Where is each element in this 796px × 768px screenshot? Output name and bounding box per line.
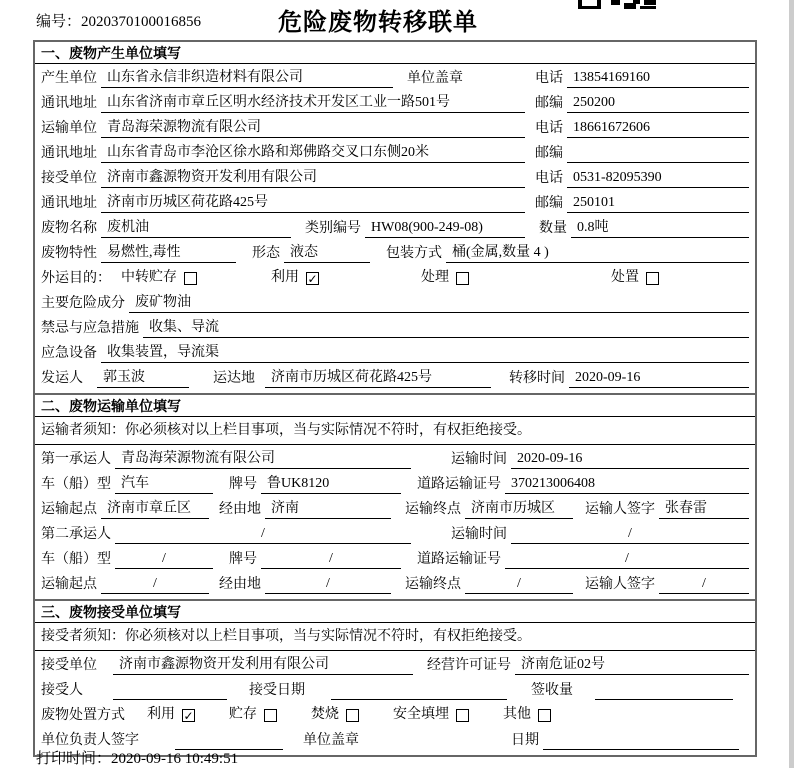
receiver-zip-value: 250101: [567, 193, 749, 213]
form-state-label: 形态: [252, 246, 280, 261]
carrier-sign-label: 运输人签字: [585, 577, 655, 592]
purpose-option-transfer-storage: 中转贮存: [121, 269, 271, 290]
receiving-person-label: 接受人: [41, 683, 83, 698]
receiver-value: 济南市鑫源物资开发利用有限公司: [101, 168, 525, 188]
carrier-sign-label: 运输人签字: [585, 502, 655, 517]
zip-label: 邮编: [535, 146, 563, 161]
waste-character-label: 废物特性: [41, 246, 97, 261]
emergency-equipment-value: 收集装置，导流渠: [101, 343, 749, 363]
destination-label: 运达地: [213, 371, 255, 386]
via-label: 经由地: [219, 577, 261, 592]
first-plate-value: 鲁UK8120: [261, 474, 401, 494]
transport-time-label: 运输时间: [451, 452, 507, 467]
received-amount-value: [595, 680, 733, 700]
receiving-unit-label: 接受单位: [41, 658, 97, 673]
transporter-phone-value: 18661672606: [567, 118, 749, 138]
second-transport-time-value: /: [511, 524, 749, 544]
row-transporter: [41, 115, 749, 140]
waste-character-value: 易燃性,毒性: [101, 243, 236, 263]
emergency-measures-label: 禁忌与应急措施: [41, 321, 139, 336]
disposal-option-storage: 贮存: [229, 706, 277, 727]
checkbox-transfer-storage: [184, 272, 197, 285]
row-receiver: [41, 165, 749, 190]
first-via-value: 济南: [265, 499, 391, 519]
section-transport: [33, 393, 757, 601]
transfer-time-value: 2020-09-16: [569, 368, 749, 388]
main-hazard-value: 废矿物油: [129, 293, 749, 313]
row-main-hazard: [41, 290, 749, 315]
permit-label: 经营许可证号: [427, 658, 511, 673]
section-transport-title: 二、废物运输单位填写: [35, 395, 755, 417]
row-receiver-address: [41, 190, 749, 215]
producer-phone-value: 13854169160: [567, 68, 749, 88]
second-road-license-value: /: [505, 549, 749, 569]
disposal-method-label: 废物处置方式: [41, 708, 125, 723]
row-disposal-method: [41, 702, 749, 727]
row-receiving-unit: [41, 652, 749, 677]
emergency-equipment-label: 应急设备: [41, 346, 97, 361]
purpose-label: 外运目的：: [41, 271, 111, 286]
destination-value: 济南市历城区荷花路425号: [265, 368, 491, 388]
checkbox-disposal-incinerate: [346, 709, 359, 722]
purpose-option-dispose: 处置: [611, 269, 659, 290]
via-label: 经由地: [219, 502, 261, 517]
disposal-option-utilize: 利用 ✓: [147, 707, 194, 723]
origin-label: 运输起点: [41, 502, 97, 517]
first-road-license-value: 370213006408: [505, 474, 749, 494]
second-plate-value: /: [261, 549, 401, 569]
transporter-zip-value: [567, 143, 749, 163]
seal-date-value: [543, 730, 739, 750]
end-label: 运输终点: [405, 577, 461, 592]
row-receiving-person: [41, 677, 749, 702]
unit-seal-label: 单位盖章: [407, 71, 463, 86]
print-time-label: 打印时间：: [36, 751, 112, 767]
second-carrier-label: 第二承运人: [41, 527, 111, 542]
checkbox-disposal-storage: [264, 709, 277, 722]
row-second-vehicle: [41, 546, 749, 571]
checkbox-disposal-other: [538, 709, 551, 722]
page-title: 危险废物转移联单: [278, 9, 478, 36]
transport-time-label: 运输时间: [451, 527, 507, 542]
disposal-option-landfill: 安全填埋: [393, 706, 469, 727]
scrollbar[interactable]: [789, 0, 794, 768]
end-label: 运输终点: [405, 502, 461, 517]
waste-name-label: 废物名称: [41, 221, 97, 236]
transport-notice: 运输者须知：你必须核对以上栏目事项，当与实际情况不符时，有权拒绝接受。: [35, 417, 755, 445]
transporter-label: 运输单位: [41, 121, 97, 136]
second-carrier-sign-value: /: [659, 574, 749, 594]
receiver-label: 接受单位: [41, 171, 97, 186]
checkbox-utilize: ✓: [307, 271, 318, 286]
row-first-route: [41, 496, 749, 521]
transporter-address-value: 山东省青岛市李沧区徐水路和郑佛路交叉口东侧20米: [101, 143, 525, 163]
origin-label: 运输起点: [41, 577, 97, 592]
document-number-label: 编号：: [36, 14, 82, 30]
received-amount-label: 签收量: [531, 683, 573, 698]
main-hazard-label: 主要危险成分: [41, 296, 125, 311]
packing-label: 包装方式: [386, 246, 442, 261]
shipper-value: 郭玉波: [97, 368, 189, 388]
checkbox-disposal-utilize: ✓: [183, 708, 194, 723]
plate-label: 牌号: [229, 477, 257, 492]
disposal-option-incinerate: 焚烧: [311, 706, 359, 727]
transporter-value: 青岛海荣源物流有限公司: [101, 118, 525, 138]
purpose-option-treat: 处理: [421, 269, 611, 290]
road-license-label: 道路运输证号: [417, 552, 501, 567]
row-second-route: [41, 571, 749, 596]
emergency-measures-value: 收集、导流: [143, 318, 749, 338]
row-producer-address: [41, 90, 749, 115]
row-first-vehicle: [41, 471, 749, 496]
permit-value: 济南危证02号: [515, 655, 749, 675]
receiving-unit-value: 济南市鑫源物资开发利用有限公司: [113, 655, 413, 675]
form-state-value: 液态: [284, 243, 370, 263]
vehicle-type-label: 车（船）型: [41, 552, 111, 567]
row-transporter-address: [41, 140, 749, 165]
row-shipper: [41, 365, 749, 390]
category-label: 类别编号: [305, 221, 361, 236]
quantity-value: 0.8吨: [571, 218, 749, 238]
phone-label: 电话: [535, 71, 563, 86]
checkbox-dispose: [646, 272, 659, 285]
purpose-option-utilize: 利用 ✓: [271, 270, 318, 286]
producer-address-value: 山东省济南市章丘区明水经济技术开发区工业一路501号: [101, 93, 525, 113]
qr-code-partial-icon: [578, 0, 656, 9]
row-emergency-measures: [41, 315, 749, 340]
row-purpose: [41, 265, 749, 290]
vehicle-type-label: 车（船）型: [41, 477, 111, 492]
receive-date-label: 接受日期: [249, 683, 305, 698]
road-license-label: 道路运输证号: [417, 477, 501, 492]
shipper-label: 发运人: [41, 371, 83, 386]
page-header: [0, 0, 796, 38]
section-producer: [33, 40, 757, 395]
second-origin-value: /: [101, 574, 209, 594]
category-value: HW08(900-249-08): [365, 218, 525, 238]
producer-zip-value: 250200: [567, 93, 749, 113]
first-transport-time-value: 2020-09-16: [511, 449, 749, 469]
checkbox-disposal-landfill: [456, 709, 469, 722]
address-label: 通讯地址: [41, 96, 97, 111]
disposal-option-other: 其他: [503, 706, 551, 727]
section-producer-title: 一、废物产生单位填写: [35, 42, 755, 64]
row-second-carrier: [41, 521, 749, 546]
checkbox-treat: [456, 272, 469, 285]
waste-name-value: 废机油: [101, 218, 291, 238]
second-via-value: /: [265, 574, 391, 594]
receiving-person-value: [113, 680, 227, 700]
producer-value: 山东省永信非织造材料有限公司: [101, 68, 393, 88]
producer-label: 产生单位: [41, 71, 97, 86]
phone-label: 电话: [535, 121, 563, 136]
first-vehicle-type-value: 汽车: [115, 474, 213, 494]
zip-label: 邮编: [535, 196, 563, 211]
plate-label: 牌号: [229, 552, 257, 567]
packing-value: 桶(金属,数量 4 ): [446, 243, 749, 263]
receiver-notice: 接受者须知：你必须核对以上栏目事项，当与实际情况不符时，有权拒绝接受。: [35, 623, 755, 651]
row-producer: [41, 65, 749, 90]
receive-date-value: [331, 680, 507, 700]
phone-label: 电话: [535, 171, 563, 186]
date-label: 日期: [511, 733, 539, 748]
row-waste-name: [41, 215, 749, 240]
row-waste-character: [41, 240, 749, 265]
first-origin-value: 济南市章丘区: [101, 499, 209, 519]
responsible-sign-label: 单位负责人签字: [41, 733, 139, 748]
address-label: 通讯地址: [41, 196, 97, 211]
document-number-value: 2020370100016856: [81, 14, 202, 30]
print-time-value: 2020-09-16 10:49:51: [111, 751, 239, 767]
address-label: 通讯地址: [41, 146, 97, 161]
receiver-phone-value: 0531-82095390: [567, 168, 749, 188]
zip-label: 邮编: [535, 96, 563, 111]
first-carrier-label: 第一承运人: [41, 452, 111, 467]
print-time: [36, 747, 238, 768]
quantity-label: 数量: [539, 221, 567, 236]
first-carrier-sign-value: 张春雷: [659, 499, 749, 519]
section-receiver-title: 三、废物接受单位填写: [35, 601, 755, 623]
first-carrier-value: 青岛海荣源物流有限公司: [115, 449, 411, 469]
receiver-address-value: 济南市历城区荷花路425号: [101, 193, 525, 213]
second-end-value: /: [465, 574, 573, 594]
section-receiver: [33, 599, 757, 757]
first-end-value: 济南市历城区: [465, 499, 573, 519]
transfer-time-label: 转移时间: [509, 371, 565, 386]
row-first-carrier: [41, 446, 749, 471]
second-carrier-value: /: [115, 524, 411, 544]
form-body: [33, 40, 757, 757]
unit-seal-label: 单位盖章: [303, 733, 359, 748]
second-vehicle-type-value: /: [115, 549, 213, 569]
row-emergency-equipment: [41, 340, 749, 365]
